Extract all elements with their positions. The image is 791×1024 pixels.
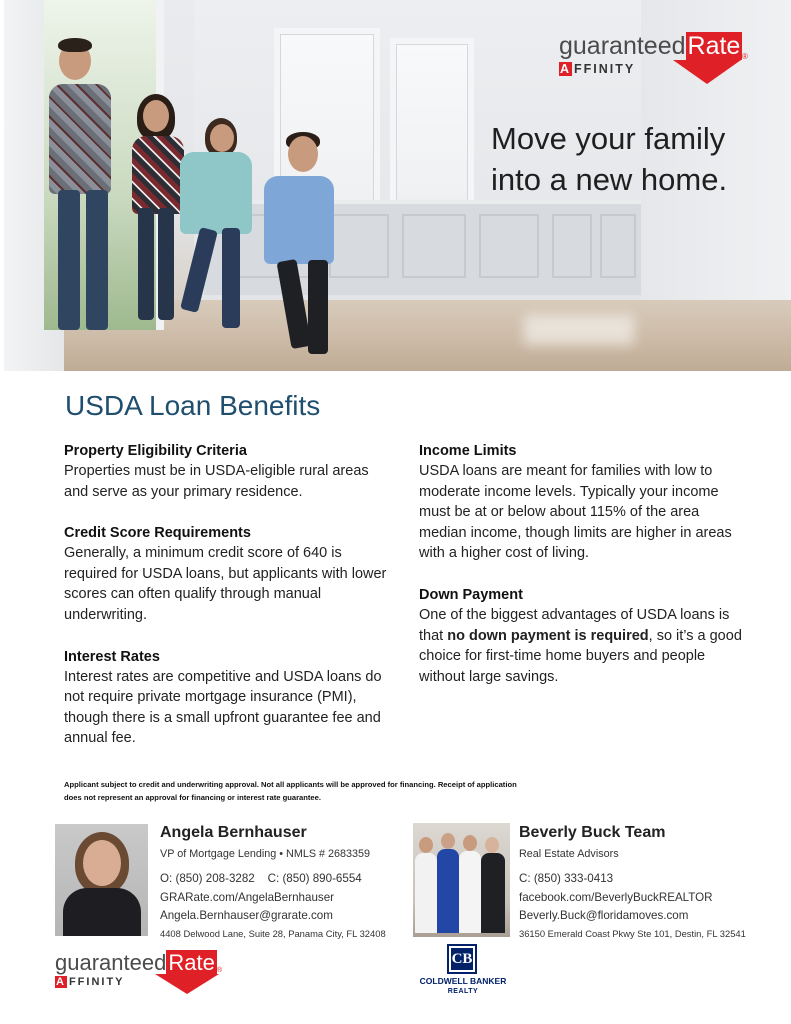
section-body: Generally, a minimum credit score of 640 is required for USDA loans, but applicants with lower scores can often qualify through manual underwriting.: [64, 545, 387, 623]
section-heading: Interest Rates: [64, 648, 160, 665]
loan-officer-photo: [55, 824, 148, 936]
benefit-interest-rates: [64, 647, 394, 749]
realtor-name: Beverly Buck Team: [519, 824, 666, 841]
page-title: USDA Loan Benefits: [65, 390, 321, 421]
wall-panel: [329, 214, 389, 278]
section-body: One of the biggest advantages of USDA loans is that no down payment is required, so it’s a good choice for first-time home buyers and people without large savings.: [419, 606, 742, 685]
benefit-down-payment: [419, 585, 749, 687]
section-body: USDA loans are meant for families with low to moderate income levels. Typically your income must be at or below about 115% of the area median income, though limits are higher in areas with a higher cost of living.: [419, 463, 732, 562]
section-body: Interest rates are competitive and USDA loans do not require private mortgage insurance (PMI), though there is a small upfront guarantee fee and annual fee.: [64, 668, 382, 747]
loan-officer-title: VP of Mortgage Lending • NMLS # 2683359: [160, 848, 371, 860]
section-heading: Property Eligibility Criteria: [64, 443, 247, 459]
realtor-title: Real Estate Advisors: [519, 848, 619, 860]
hero-floor-shine: [524, 315, 634, 345]
section-heading: Income Limits: [419, 443, 517, 459]
realtor-team-photo: [413, 823, 510, 937]
coldwell-banker-mark: CB: [447, 944, 477, 974]
hero-photo: [4, 0, 791, 371]
coldwell-banker-name: COLDWELL BANKER: [419, 976, 507, 986]
realtor-phone: C: (850) 333-0413: [519, 872, 614, 885]
wall-panel: [552, 214, 592, 278]
section-heading: Credit Score Requirements: [64, 525, 251, 542]
wall-panel: [479, 214, 539, 278]
legal-disclaimer: Applicant subject to credit and underwriting approval. Not all applicants will be approved for financing. Receipt of application does not represent an approval for financing or interest rate guarantee.: [64, 780, 517, 802]
wall-panel: [600, 214, 636, 278]
guaranteed-rate-affinity-logo: guaranteedRate A FFINITY ®: [559, 32, 749, 84]
section-heading: Down Payment: [419, 586, 523, 603]
section-body: Properties must be in USDA-eligible rural areas and serve as your primary residence.: [64, 463, 369, 500]
realtor-card: [519, 822, 779, 942]
benefits-right-column: [419, 441, 749, 708]
loan-officer-card: [160, 822, 410, 942]
loan-officer-address: 4408 Delwood Lane, Suite 28, Panama City, FL 32408: [160, 927, 386, 939]
loan-officer-email[interactable]: Angela.Bernhauser@grarate.com: [160, 909, 333, 923]
realtor-email[interactable]: Beverly.Buck@floridamoves.com: [519, 909, 689, 923]
wall-panel: [402, 214, 466, 278]
benefits-left-column: [64, 441, 394, 770]
coldwell-banker-logo: [415, 944, 511, 1000]
coldwell-banker-sub: REALTY: [447, 988, 479, 995]
loan-officer-website[interactable]: GRARate.com/AngelaBernhauser: [160, 890, 334, 904]
guaranteed-rate-affinity-logo: guaranteedRate A FFINITY ®: [55, 950, 225, 995]
benefit-credit-score: [64, 523, 394, 625]
hero-headline: Move your family into a new home.: [491, 121, 728, 197]
loan-officer-phones: O: (850) 208-3282 C: (850) 890-6554: [160, 872, 362, 885]
benefit-property-eligibility: [64, 441, 394, 502]
hero-window: [390, 38, 474, 213]
realtor-facebook[interactable]: facebook.com/BeverlyBuckREALTOR: [519, 890, 713, 904]
emphasis-text: no down payment is required: [447, 627, 649, 644]
benefit-income-limits: [419, 441, 749, 564]
loan-officer-name: Angela Bernhauser: [160, 824, 307, 841]
realtor-address: 36150 Emerald Coast Pkwy Ste 101, Destin, FL 32541: [519, 927, 746, 939]
